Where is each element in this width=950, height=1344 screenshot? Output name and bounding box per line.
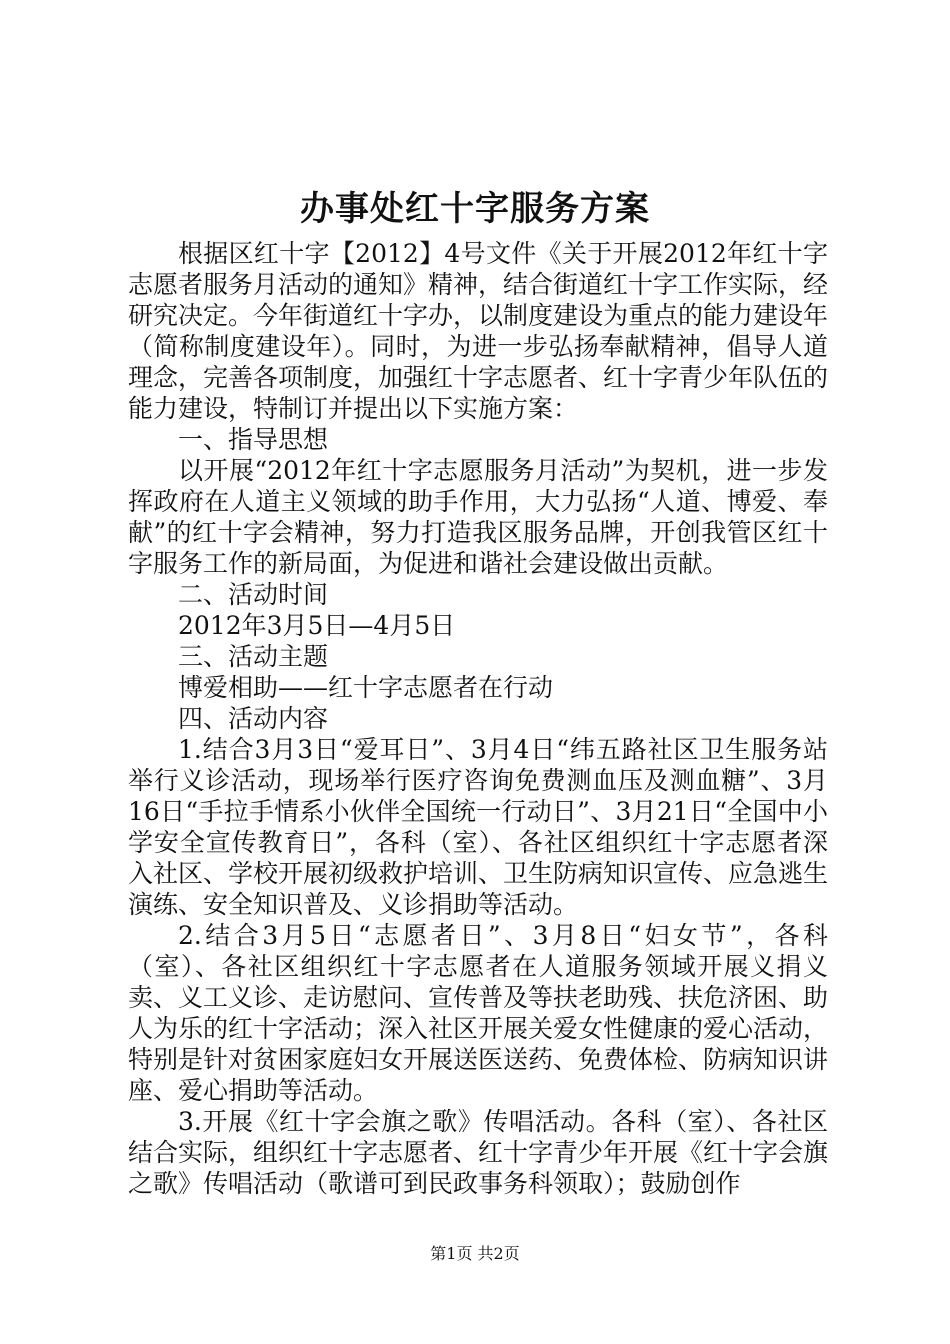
intro-paragraph: 根据区红十字【2012】4号文件《关于开展2012年红十字志愿者服务月活动的通知》精神，结合街道红十字工作实际，经研究决定。今年街道红十字办，以制度建设为重点的能力建设年（简称制度建设年）。同时，为进一步弘扬奉献精神，倡导人道理念，完善各项制度，加强红十字志愿者、红十字青少年队伍的能力建设，特制订并提出以下实施方案： [128,239,829,423]
activity-item-2: 2.结合3月5日“志愿者日”、3月8日“妇女节”，各科（室）、各社区组织红十字志愿者在人道服务领域开展义捐义卖、义工义诊、走访慰问、宣传普及等扶老助残、扶危济困、助人为乐的红十字活动；深入社区开展关爱女性健康的爱心活动，特别是针对贫困家庭妇女开展送医送药、免费体检、防病知识讲座、爱心捐助等活动。 [128,921,829,1105]
section-heading-activity-content: 四、活动内容 [178,704,329,733]
document-body [128,238,828,1199]
activity-item-3: 3.开展《红十字会旗之歌》传唱活动。各科（室）、各社区结合实际，组织红十字志愿者、红十字青少年开展《红十字会旗之歌》传唱活动（歌谱可到民政事务科领取）；鼓励创作 [128,1107,829,1198]
guiding-thought-paragraph: 以开展“2012年红十字志愿服务月活动”为契机，进一步发挥政府在人道主义领域的助手作用，大力弘扬“人道、博爱、奉献”的红十字会精神，努力打造我区服务品牌，开创我管区红十字服务工作的新局面，为促进和谐社会建设做出贡献。 [128,456,828,578]
section-heading-activity-theme: 三、活动主题 [178,642,329,671]
activity-theme-paragraph: 博爱相助——红十字志愿者在行动 [178,673,554,702]
document-title: 办事处红十字服务方案 [300,189,650,229]
activity-time-paragraph: 2012年3月5日—4月5日 [178,611,456,640]
section-heading-guiding-thought: 一、指导思想 [178,425,329,454]
section-heading-activity-time: 二、活动时间 [178,580,329,609]
page-footer: 第1页 共2页 [430,1244,520,1263]
activity-item-1: 1.结合3月3日“爱耳日”、3月4日“纬五路社区卫生服务站举行义诊活动，现场举行医疗咨询免费测血压及测血糖”、3月16日“手拉手情系小伙伴全国统一行动日”、3月21日“全国中小学安全宣传教育日”，各科（室）、各社区组织红十字志愿者深入社区、学校开展初级救护培训、卫生防病知识宣传、应急逃生演练、安全知识普及、义诊捐助等活动。 [128,735,829,919]
